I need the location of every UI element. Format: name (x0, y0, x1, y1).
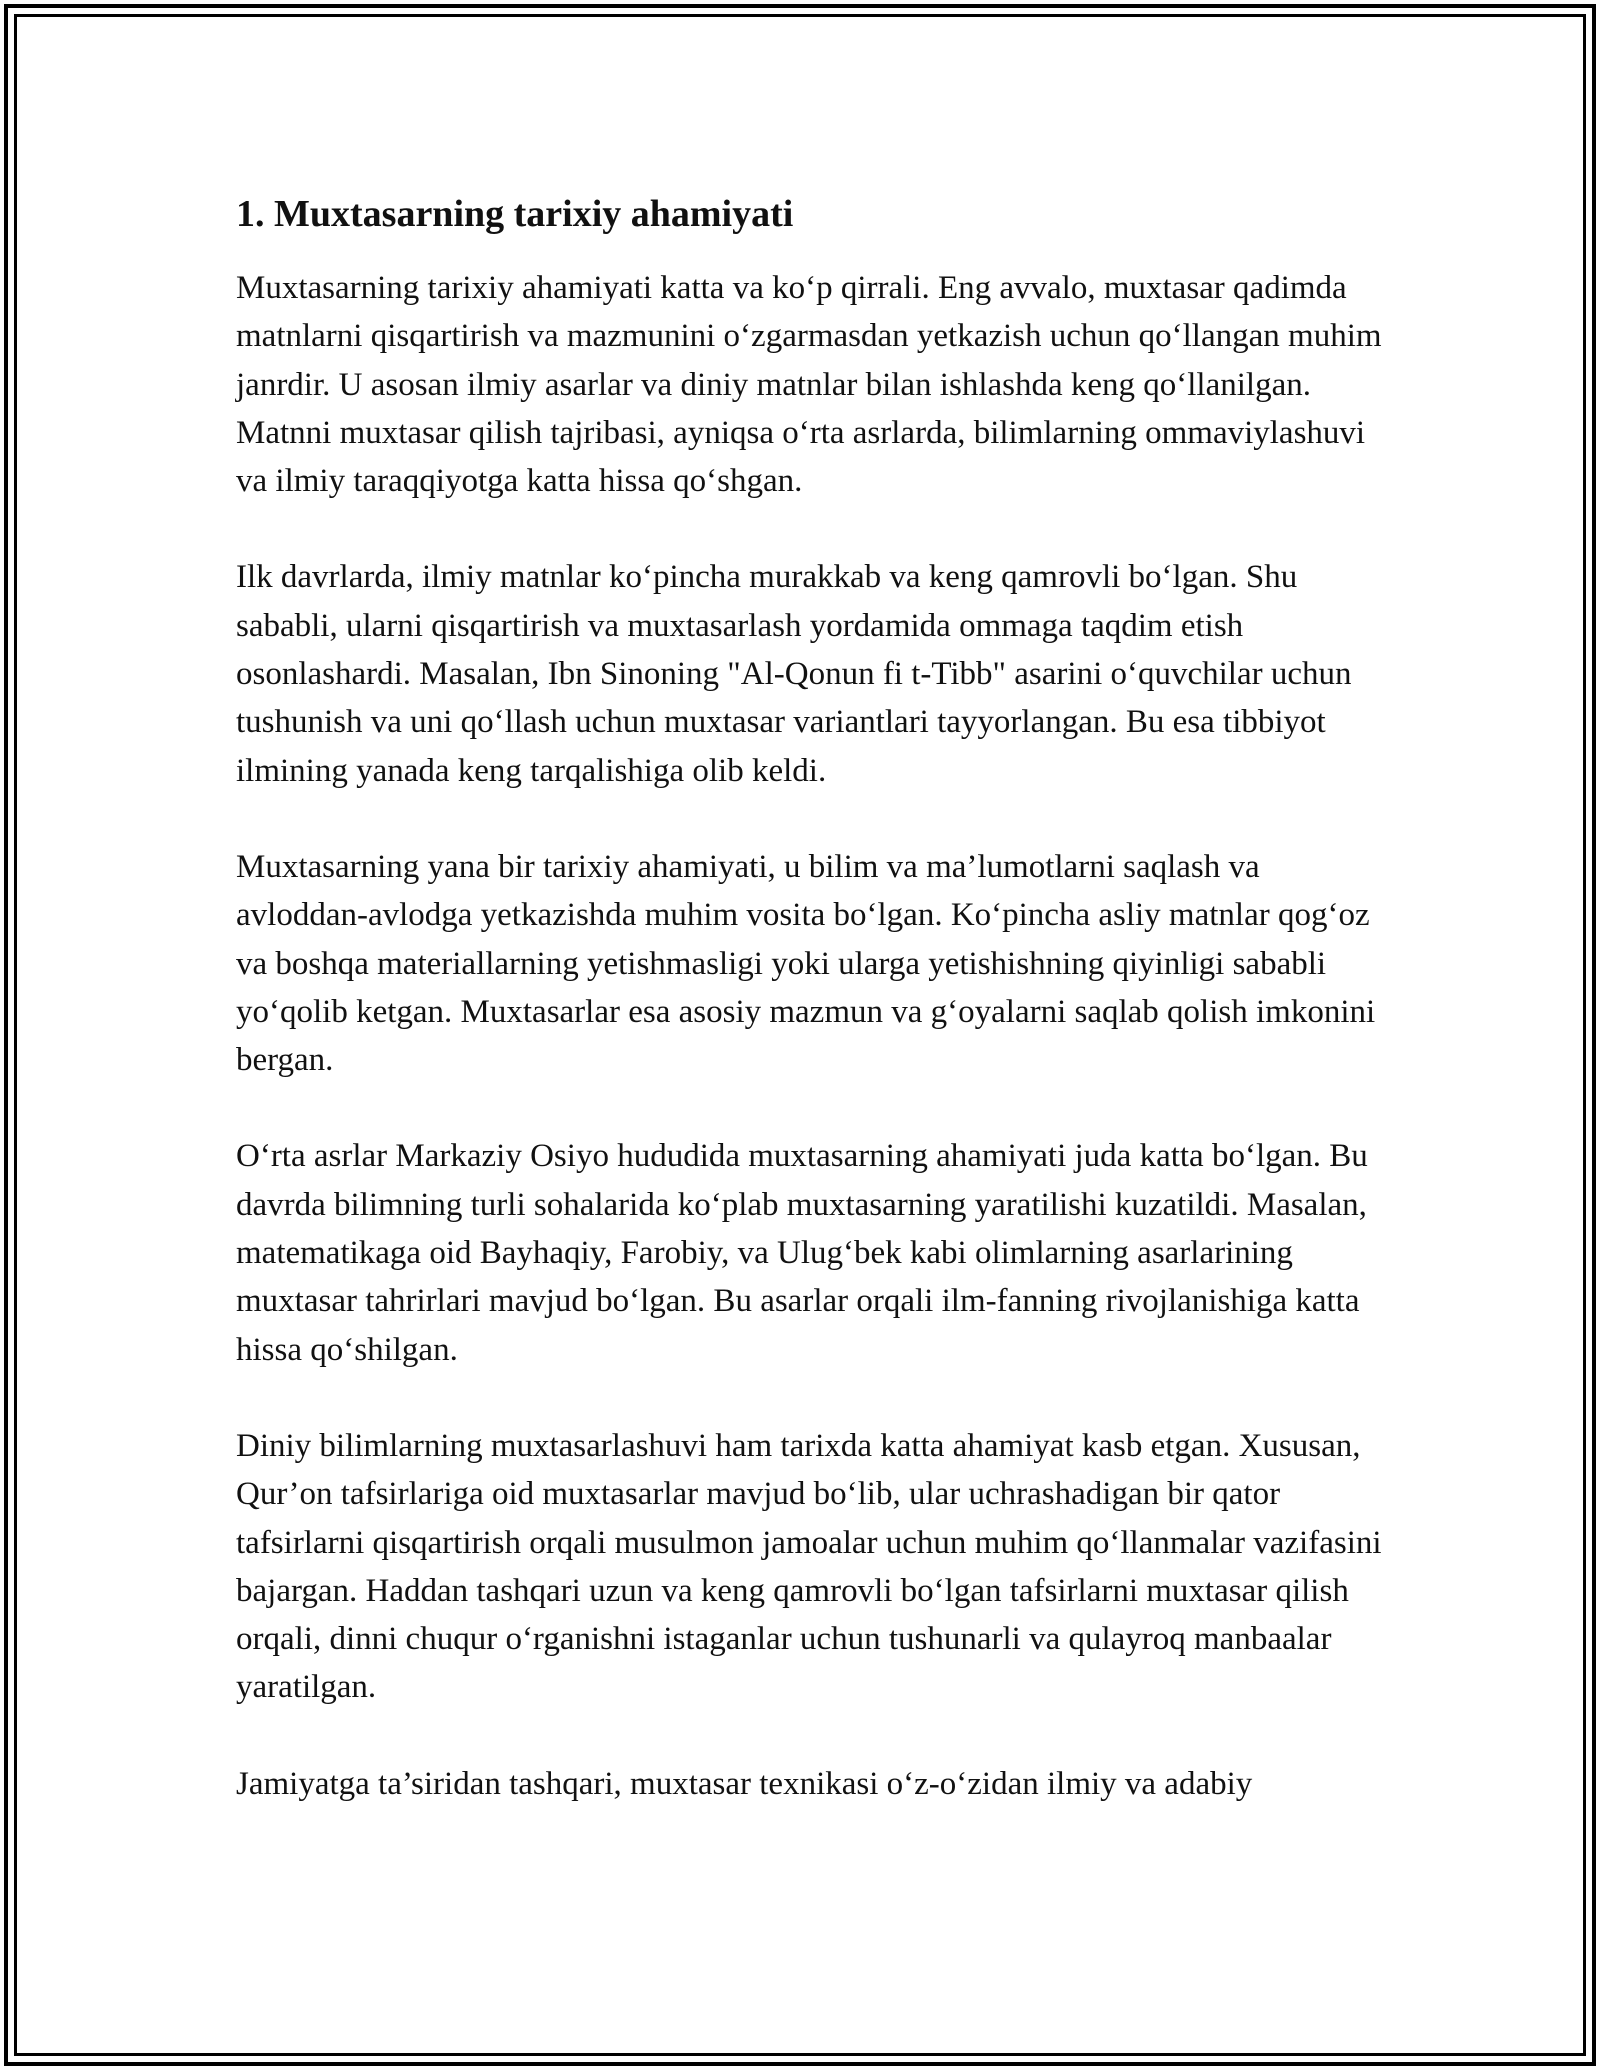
paragraph-5: Diniy bilimlarning muxtasarlashuvi ham tarixda katta ahamiyat kasb etgan. Xususan, Qur’on tafsirlariga oid muxtasarlar mavjud bo‘lib, ular uchrashadigan bir qator tafsirlarni qisqartirish orqali musulmon jamoalar uchun muhim qo‘llanmalar vazifasini bajargan. Haddan tashqari uzun va keng qamrovli bo‘lgan tafsirlarni muxtasar qilish orqali, dinni chuqur o‘rganishni istaganlar uchun tushunarli va qulayroq manbaalar yaratilgan. (236, 1427, 1382, 1706)
section-title: 1. Muxtasarning tarixiy ahamiyati (236, 193, 794, 235)
document-body (236, 186, 1396, 1856)
paragraph-6: Jamiyatga ta’siridan tashqari, muxtasar texnikasi o‘z-o‘zidan ilmiy va adabiy (236, 1765, 1253, 1802)
paragraph-3: Muxtasarning yana bir tarixiy ahamiyati, u bilim va ma’lumotlarni saqlash va avloddan-avlodga yetkazishda muhim vosita bo‘lgan. Ko‘pincha asliy matnlar qog‘oz va boshqa materiallarning yetishmasligi yoki ularga yetishishning qiyinligi sababli yo‘qolib ketgan. Muxtasarlar esa asosiy mazmun va g‘oyalarni saqlab qolish imkonini bergan. (236, 848, 1376, 1079)
paragraph-4: O‘rta asrlar Markaziy Osiyo hududida muxtasarning ahamiyati juda katta bo‘lgan. Bu davrda bilimning turli sohalarida ko‘plab muxtasarning yaratilishi kuzatildi. Masalan, matematikaga oid Bayhaqiy, Farobiy, va Ulug‘bek kabi olimlarning asarlarining muxtasar tahrirlari mavjud bo‘lgan. Bu asarlar orqali ilm-fanning rivojlanishiga katta hissa qo‘shilgan. (236, 1138, 1368, 1368)
paragraph-1: Muxtasarning tarixiy ahamiyati katta va ko‘p qirrali. Eng avvalo, muxtasar qadimda matnlarni qisqartirish va mazmunini o‘zgarmasdan yetkazish uchun qo‘llangan muhim janrdir. U asosan ilmiy asarlar va diniy matnlar bilan ishlashda keng qo‘llanilgan. Matnni muxtasar qilish tajribasi, ayniqsa o‘rta asrlarda, bilimlarning ommaviylashuvi va ilmiy taraqqiyotga katta hissa qo‘shgan. (236, 270, 1382, 500)
paragraph-2: Ilk davrlarda, ilmiy matnlar ko‘pincha murakkab va keng qamrovli bo‘lgan. Shu sababli, ularni qisqartirish va muxtasarlash yordamida ommaga taqdim etish osonlashardi. Masalan, Ibn Sinoning "Al-Qonun fi t-Tibb" asarini o‘quvchilar uchun tushunish va uni qo‘llash uchun muxtasar variantlari tayyorlangan. Bu esa tibbiyot ilmining yanada keng tarqalishiga olib keldi. (236, 559, 1352, 789)
